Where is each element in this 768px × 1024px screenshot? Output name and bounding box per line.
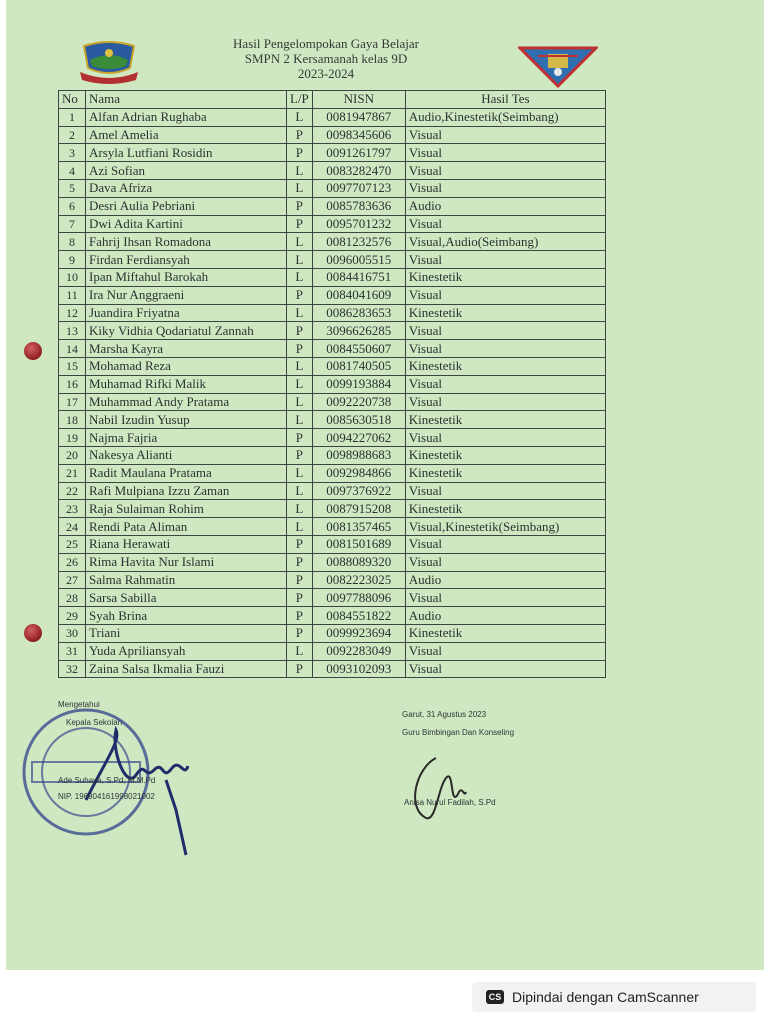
test-result: Kinestetik xyxy=(405,357,605,375)
test-result: Visual xyxy=(405,393,605,411)
student-nisn: 0099193884 xyxy=(312,375,405,393)
student-gender: P xyxy=(287,607,313,625)
table-row xyxy=(59,607,606,625)
student-name: Dwi Adita Kartini xyxy=(86,215,287,233)
test-result: Visual,Audio(Seimbang) xyxy=(405,233,605,251)
table-header-row xyxy=(59,91,606,109)
test-result: Visual xyxy=(405,286,605,304)
row-number: 12 xyxy=(59,304,86,322)
test-result: Kinestetik xyxy=(405,464,605,482)
row-number: 7 xyxy=(59,215,86,233)
test-result: Visual xyxy=(405,340,605,358)
student-nisn: 3096626285 xyxy=(312,322,405,340)
student-nisn: 0081501689 xyxy=(312,535,405,553)
test-result: Audio xyxy=(405,197,605,215)
row-number: 1 xyxy=(59,108,86,126)
row-number: 18 xyxy=(59,411,86,429)
table-row xyxy=(59,108,606,126)
test-result: Visual xyxy=(405,144,605,162)
student-nisn: 0081740505 xyxy=(312,357,405,375)
student-name: Radit Maulana Pratama xyxy=(86,464,287,482)
test-result: Visual xyxy=(405,126,605,144)
student-name: Marsha Kayra xyxy=(86,340,287,358)
student-name: Zaina Salsa Ikmalia Fauzi xyxy=(86,660,287,678)
test-result: Visual xyxy=(405,162,605,180)
student-gender: L xyxy=(287,268,313,286)
table-row xyxy=(59,215,606,233)
document-page xyxy=(6,0,764,970)
student-gender: P xyxy=(287,571,313,589)
student-nisn: 0093102093 xyxy=(312,660,405,678)
test-result: Audio xyxy=(405,571,605,589)
student-name: Muhammad Andy Pratama xyxy=(86,393,287,411)
student-nisn: 0095701232 xyxy=(312,215,405,233)
student-gender: P xyxy=(287,553,313,571)
table-row xyxy=(59,411,606,429)
table-row xyxy=(59,304,606,322)
table-row xyxy=(59,268,606,286)
counselor-name: Anisa Nurul Fadilah, S.Pd xyxy=(404,798,496,807)
camscanner-banner xyxy=(472,982,756,1012)
row-number: 10 xyxy=(59,268,86,286)
row-number: 19 xyxy=(59,429,86,447)
student-name: Arsyla Lutfiani Rosidin xyxy=(86,144,287,162)
header-lp: L/P xyxy=(287,91,313,109)
table-row xyxy=(59,286,606,304)
principal-title: Kepala Sekolah xyxy=(66,718,123,727)
student-nisn: 0085783636 xyxy=(312,197,405,215)
header-hasil: Hasil Tes xyxy=(405,91,605,109)
row-number: 5 xyxy=(59,179,86,197)
header-no: No xyxy=(59,91,86,109)
student-gender: L xyxy=(287,357,313,375)
row-number: 15 xyxy=(59,357,86,375)
student-gender: P xyxy=(287,126,313,144)
table-row xyxy=(59,233,606,251)
row-number: 11 xyxy=(59,286,86,304)
table-row xyxy=(59,553,606,571)
row-number: 13 xyxy=(59,322,86,340)
student-nisn: 0083282470 xyxy=(312,162,405,180)
table-row xyxy=(59,535,606,553)
table-row xyxy=(59,340,606,358)
test-result: Kinestetik xyxy=(405,446,605,464)
test-result: Visual xyxy=(405,215,605,233)
student-gender: L xyxy=(287,464,313,482)
row-number: 6 xyxy=(59,197,86,215)
student-nisn: 0097376922 xyxy=(312,482,405,500)
student-gender: P xyxy=(287,197,313,215)
table-row xyxy=(59,357,606,375)
row-number: 32 xyxy=(59,660,86,678)
student-name: Mohamad Reza xyxy=(86,357,287,375)
table-row xyxy=(59,126,606,144)
student-nisn: 0084550607 xyxy=(312,340,405,358)
student-nisn: 0098988683 xyxy=(312,446,405,464)
table-row xyxy=(59,624,606,642)
student-name: Fahrij Ihsan Romadona xyxy=(86,233,287,251)
student-table xyxy=(58,90,606,678)
student-name: Syah Brina xyxy=(86,607,287,625)
student-nisn: 0092984866 xyxy=(312,464,405,482)
student-nisn: 0087915208 xyxy=(312,500,405,518)
row-number: 4 xyxy=(59,162,86,180)
table-row xyxy=(59,660,606,678)
row-number: 3 xyxy=(59,144,86,162)
student-gender: L xyxy=(287,233,313,251)
header-year: 2023-2024 xyxy=(297,66,355,81)
student-nisn: 0092220738 xyxy=(312,393,405,411)
student-name: Azi Sofian xyxy=(86,162,287,180)
row-number: 21 xyxy=(59,464,86,482)
test-result: Visual xyxy=(405,553,605,571)
table-row xyxy=(59,144,606,162)
student-nisn: 0084416751 xyxy=(312,268,405,286)
student-nisn: 0086283653 xyxy=(312,304,405,322)
signing-date: Garut, 31 Agustus 2023 xyxy=(402,710,487,719)
row-number: 17 xyxy=(59,393,86,411)
student-gender: L xyxy=(287,179,313,197)
student-name: Desri Aulia Pebriani xyxy=(86,197,287,215)
acknowledge-label: Mengetahui xyxy=(58,700,100,709)
principal-name: Ade Suhaya, S.Pd, M.M.Pd xyxy=(58,776,156,785)
row-number: 14 xyxy=(59,340,86,358)
test-result: Kinestetik xyxy=(405,268,605,286)
student-gender: P xyxy=(287,340,313,358)
student-gender: P xyxy=(287,624,313,642)
student-name: Nakesya Alianti xyxy=(86,446,287,464)
test-result: Visual xyxy=(405,375,605,393)
student-gender: L xyxy=(287,482,313,500)
header-nisn: NISN xyxy=(312,91,405,109)
header-title: Hasil Pengelompokan Gaya Belajar xyxy=(233,36,419,51)
table-row xyxy=(59,393,606,411)
row-number: 31 xyxy=(59,642,86,660)
student-gender: L xyxy=(287,375,313,393)
row-number: 9 xyxy=(59,251,86,269)
student-name: Kiky Vidhia Qodariatul Zannah xyxy=(86,322,287,340)
student-name: Dava Afriza xyxy=(86,179,287,197)
student-name: Najma Fajria xyxy=(86,429,287,447)
table-row xyxy=(59,375,606,393)
student-gender: P xyxy=(287,286,313,304)
table-row xyxy=(59,500,606,518)
row-number: 24 xyxy=(59,518,86,536)
table-row xyxy=(59,251,606,269)
student-nisn: 0081232576 xyxy=(312,233,405,251)
test-result: Visual xyxy=(405,642,605,660)
student-nisn: 0084041609 xyxy=(312,286,405,304)
counselor-signature xyxy=(406,748,506,828)
test-result: Kinestetik xyxy=(405,624,605,642)
principal-nip: NIP. 196904161998021002 xyxy=(58,792,155,801)
student-name: Rendi Pata Aliman xyxy=(86,518,287,536)
table-body xyxy=(59,108,606,678)
test-result: Audio xyxy=(405,607,605,625)
row-number: 27 xyxy=(59,571,86,589)
table-row xyxy=(59,518,606,536)
test-result: Visual xyxy=(405,535,605,553)
row-number: 25 xyxy=(59,535,86,553)
student-name: Triani xyxy=(86,624,287,642)
table-row xyxy=(59,179,606,197)
student-name: Rafi Mulpiana Izzu Zaman xyxy=(86,482,287,500)
table-row xyxy=(59,482,606,500)
test-result: Kinestetik xyxy=(405,411,605,429)
student-nisn: 0081357465 xyxy=(312,518,405,536)
student-nisn: 0082223025 xyxy=(312,571,405,589)
table-row xyxy=(59,589,606,607)
student-name: Yuda Apriliansyah xyxy=(86,642,287,660)
student-gender: P xyxy=(287,535,313,553)
student-nisn: 0099923694 xyxy=(312,624,405,642)
student-gender: P xyxy=(287,144,313,162)
student-gender: L xyxy=(287,642,313,660)
header-school: SMPN 2 Kersamanah kelas 9D xyxy=(244,51,408,66)
row-number: 29 xyxy=(59,607,86,625)
principal-signature xyxy=(66,720,206,860)
student-gender: P xyxy=(287,589,313,607)
row-number: 2 xyxy=(59,126,86,144)
student-name: Ira Nur Anggraeni xyxy=(86,286,287,304)
row-number: 28 xyxy=(59,589,86,607)
student-name: Riana Herawati xyxy=(86,535,287,553)
student-nisn: 0084551822 xyxy=(312,607,405,625)
student-name: Ipan Miftahul Barokah xyxy=(86,268,287,286)
student-nisn: 0097788096 xyxy=(312,589,405,607)
school-emblem-logo xyxy=(518,44,598,88)
table-row xyxy=(59,162,606,180)
table-row xyxy=(59,446,606,464)
header-nama: Nama xyxy=(86,91,287,109)
student-nisn: 0094227062 xyxy=(312,429,405,447)
student-gender: L xyxy=(287,393,313,411)
punch-hole xyxy=(24,624,42,642)
student-gender: L xyxy=(287,411,313,429)
test-result: Visual xyxy=(405,660,605,678)
student-gender: P xyxy=(287,322,313,340)
student-gender: L xyxy=(287,251,313,269)
student-gender: L xyxy=(287,500,313,518)
student-nisn: 0096005515 xyxy=(312,251,405,269)
student-gender: P xyxy=(287,429,313,447)
student-gender: P xyxy=(287,215,313,233)
table-row xyxy=(59,571,606,589)
test-result: Visual xyxy=(405,322,605,340)
row-number: 16 xyxy=(59,375,86,393)
student-name: Sarsa Sabilla xyxy=(86,589,287,607)
student-name: Muhamad Rifki Malik xyxy=(86,375,287,393)
test-result: Visual xyxy=(405,251,605,269)
student-name: Rima Havita Nur Islami xyxy=(86,553,287,571)
student-gender: P xyxy=(287,660,313,678)
counselor-title: Guru Bimbingan Dan Konseling xyxy=(402,728,515,737)
row-number: 30 xyxy=(59,624,86,642)
student-nisn: 0085630518 xyxy=(312,411,405,429)
row-number: 20 xyxy=(59,446,86,464)
row-number: 26 xyxy=(59,553,86,571)
row-number: 22 xyxy=(59,482,86,500)
student-nisn: 0098345606 xyxy=(312,126,405,144)
table-row xyxy=(59,429,606,447)
row-number: 8 xyxy=(59,233,86,251)
camscanner-text: Dipindai dengan CamScanner xyxy=(512,989,699,1005)
student-nisn: 0091261797 xyxy=(312,144,405,162)
student-gender: L xyxy=(287,518,313,536)
punch-hole xyxy=(24,342,42,360)
row-number: 23 xyxy=(59,500,86,518)
student-name: Firdan Ferdiansyah xyxy=(86,251,287,269)
student-name: Salma Rahmatin xyxy=(86,571,287,589)
student-gender: P xyxy=(287,446,313,464)
student-name: Juandira Friyatna xyxy=(86,304,287,322)
table-row xyxy=(59,642,606,660)
test-result: Visual xyxy=(405,482,605,500)
test-result: Audio,Kinestetik(Seimbang) xyxy=(405,108,605,126)
student-nisn: 0097707123 xyxy=(312,179,405,197)
test-result: Kinestetik xyxy=(405,500,605,518)
student-name: Amel Amelia xyxy=(86,126,287,144)
test-result: Visual,Kinestetik(Seimbang) xyxy=(405,518,605,536)
student-name: Alfan Adrian Rughaba xyxy=(86,108,287,126)
table-row xyxy=(59,197,606,215)
test-result: Visual xyxy=(405,429,605,447)
student-nisn: 0081947867 xyxy=(312,108,405,126)
student-name: Raja Sulaiman Rohim xyxy=(86,500,287,518)
student-gender: L xyxy=(287,162,313,180)
test-result: Visual xyxy=(405,179,605,197)
student-gender: L xyxy=(287,108,313,126)
table-row xyxy=(59,464,606,482)
student-nisn: 0088089320 xyxy=(312,553,405,571)
camscanner-logo-icon: CS xyxy=(486,990,504,1004)
test-result: Kinestetik xyxy=(405,304,605,322)
student-name: Nabil Izudin Yusup xyxy=(86,411,287,429)
student-gender: L xyxy=(287,304,313,322)
student-nisn: 0092283049 xyxy=(312,642,405,660)
table-row xyxy=(59,322,606,340)
test-result: Visual xyxy=(405,589,605,607)
